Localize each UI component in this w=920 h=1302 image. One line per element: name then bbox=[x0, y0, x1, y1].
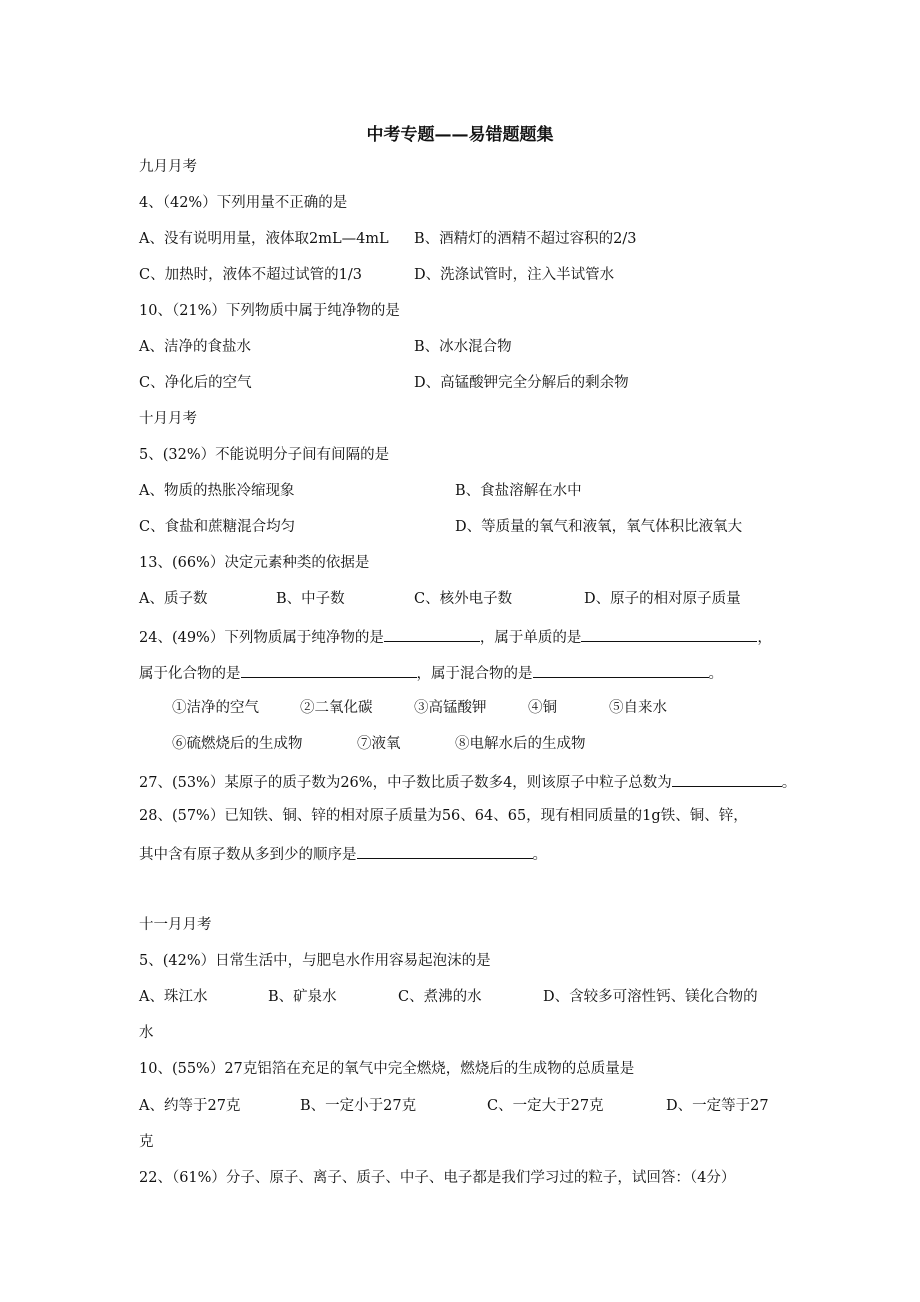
question-stem: 10、（21%）下列物质中属于纯净物的是 bbox=[139, 303, 400, 319]
question-stem: 28、(57%）已知铁、铜、锌的相对原子质量为56、64、65，现有相同质量的1g铁、铜、锌， bbox=[139, 808, 748, 824]
option-d: D、含较多可溶性钙、镁化合物的 bbox=[543, 989, 758, 1005]
question-stem: 5、(42%）日常生活中，与肥皂水作用容易起泡沫的是 bbox=[139, 953, 491, 969]
choice-item: ②二氧化碳 bbox=[300, 700, 373, 716]
option-d: D、洗涤试管时，注入半试管水 bbox=[414, 267, 615, 283]
option-c: C、净化后的空气 bbox=[139, 375, 252, 391]
question-stem: 13、(66%）决定元素种类的依据是 bbox=[139, 555, 370, 571]
question-text: ， bbox=[757, 630, 772, 646]
question-text: 。 bbox=[708, 666, 723, 682]
option-a: A、没有说明用量，液体取2mL—4mL bbox=[139, 231, 389, 247]
answer-blank[interactable] bbox=[241, 661, 417, 678]
question-stem: 22、（61%）分子、原子、离子、质子、中子、电子都是我们学习过的粒子，试回答：（4分） bbox=[139, 1170, 736, 1186]
section-heading-november: 十一月月考 bbox=[139, 917, 212, 933]
question-text: 27、(53%）某原子的质子数为26%，中子数比质子数多4，则该原子中粒子总数为 bbox=[139, 775, 672, 791]
document-title: 中考专题——易错题题集 bbox=[366, 125, 554, 145]
question-stem: 10、(55%）27克铝箔在充足的氧气中完全燃烧，燃烧后的生成物的总质量是 bbox=[139, 1061, 635, 1077]
option-b: B、中子数 bbox=[276, 591, 345, 607]
question-text: 属于化合物的是 bbox=[139, 666, 241, 682]
question-stem: 5、(32%）不能说明分子间有间隔的是 bbox=[139, 447, 390, 463]
option-d-continued: 水 bbox=[139, 1025, 154, 1041]
option-c: C、一定大于27克 bbox=[487, 1098, 604, 1114]
question-text: ，属于混合物的是 bbox=[416, 666, 533, 682]
fill-in-question bbox=[139, 842, 547, 865]
option-d: D、一定等于27 bbox=[666, 1098, 769, 1114]
option-b: B、酒精灯的酒精不超过容积的2/3 bbox=[414, 231, 637, 247]
fill-in-question bbox=[139, 661, 723, 684]
choice-item: ⑤自来水 bbox=[609, 700, 667, 716]
question-text: ，属于单质的是 bbox=[479, 630, 582, 646]
answer-blank[interactable] bbox=[384, 625, 480, 642]
question-text: 其中含有原子数从多到少的顺序是 bbox=[139, 847, 357, 863]
option-d-continued: 克 bbox=[139, 1134, 154, 1150]
option-d: D、高锰酸钾完全分解后的剩余物 bbox=[414, 375, 629, 391]
question-text: 24、(49%）下列物质属于纯净物的是 bbox=[139, 630, 384, 646]
fill-in-question bbox=[139, 770, 796, 793]
choice-item: ⑧电解水后的生成物 bbox=[455, 736, 586, 752]
option-c: C、加热时，液体不超过试管的1/3 bbox=[139, 267, 362, 283]
choice-item: ⑦液氧 bbox=[357, 736, 401, 752]
choice-item: ④铜 bbox=[528, 700, 557, 716]
section-heading-october: 十月月考 bbox=[139, 411, 197, 427]
option-c: C、核外电子数 bbox=[414, 591, 513, 607]
question-text: 。 bbox=[781, 775, 797, 791]
section-heading-september: 九月月考 bbox=[139, 159, 197, 175]
choice-item: ⑥硫燃烧后的生成物 bbox=[172, 736, 303, 752]
option-d: D、原子的相对原子质量 bbox=[584, 591, 741, 607]
option-c: C、食盐和蔗糖混合均匀 bbox=[139, 519, 296, 535]
option-a: A、洁净的食盐水 bbox=[139, 339, 251, 355]
option-a: A、约等于27克 bbox=[139, 1098, 241, 1114]
option-b: B、冰水混合物 bbox=[414, 339, 512, 355]
option-a: A、珠江水 bbox=[139, 989, 208, 1005]
choice-item: ①洁净的空气 bbox=[172, 700, 259, 716]
option-a: A、质子数 bbox=[139, 591, 208, 607]
option-a: A、物质的热胀冷缩现象 bbox=[139, 483, 295, 499]
fill-in-question bbox=[139, 625, 772, 648]
option-b: B、食盐溶解在水中 bbox=[455, 483, 582, 499]
answer-blank[interactable] bbox=[357, 842, 533, 859]
option-d: D、等质量的氧气和液氧，氧气体积比液氧大 bbox=[455, 519, 743, 535]
option-b: B、一定小于27克 bbox=[300, 1098, 417, 1114]
option-c: C、煮沸的水 bbox=[398, 989, 482, 1005]
choice-item: ③高锰酸钾 bbox=[414, 700, 487, 716]
question-stem: 4、（42%）下列用量不正确的是 bbox=[139, 195, 348, 211]
answer-blank[interactable] bbox=[581, 625, 757, 642]
answer-blank[interactable] bbox=[533, 661, 709, 678]
answer-blank[interactable] bbox=[672, 770, 782, 787]
option-b: B、矿泉水 bbox=[268, 989, 337, 1005]
question-text: 。 bbox=[532, 847, 547, 863]
